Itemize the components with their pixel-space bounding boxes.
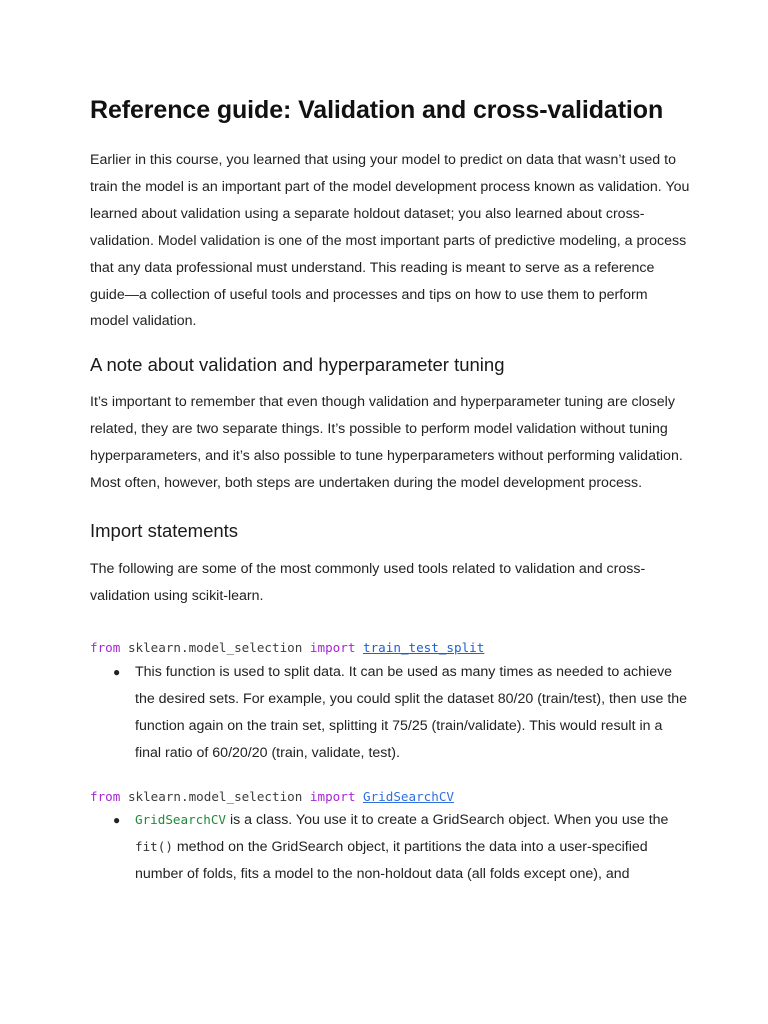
code-keyword-import: import xyxy=(309,639,356,655)
section-heading-validation-tuning: A note about validation and hyperparameter tuning xyxy=(90,354,505,376)
list-item xyxy=(90,659,690,767)
bullet-icon: ● xyxy=(113,813,121,828)
code-keyword-from: from xyxy=(90,639,121,655)
bullet-list-train-test-split xyxy=(90,659,690,767)
bullet-text-part2: method on the GridSearch object, it partitions the data into a user-specified number of folds, fits a model to the non-holdout data (all folds except one), and xyxy=(135,839,648,883)
code-module: sklearn.model_selection xyxy=(127,789,303,805)
code-line-train-test-split xyxy=(90,638,690,658)
code-module: sklearn.model_selection xyxy=(127,639,303,655)
code-line-gridsearchcv xyxy=(90,787,690,807)
code-keyword-from: from xyxy=(90,789,121,805)
intro-paragraph: Earlier in this course, you learned that using your model to predict on data that wasn’t used to train the model is an important part of the model development process known as validation. You learned about validation using a separate holdout dataset; you also learned about cross-validation. Model validation is one of the most important parts of predictive modeling, a process that any data professional must understand. This reading is meant to serve as a reference guide—a collection of useful tools and processes and tips on how to use them to perform model validation. xyxy=(90,152,690,330)
document-content xyxy=(90,88,690,888)
section-heading-import-statements: Import statements xyxy=(90,519,239,541)
bullet-icon: ● xyxy=(113,664,121,679)
code-keyword-import: import xyxy=(309,789,356,805)
bullet-list-gridsearchcv xyxy=(90,807,690,888)
page-title: Reference guide: Validation and cross-validation xyxy=(90,96,664,124)
section-body-validation-tuning: It’s important to remember that even though validation and hyperparameter tuning are closely related, they are two separate things. It’s possible to perform model validation without tuning hyperparameters, and it’s also possible to tune hyperparameters without performing validation. Most often, however, both steps are undertaken during the model development process. xyxy=(90,394,683,492)
section-body-import-statements: The following are some of the most commonly used tools related to validation and cross-validation using scikit-learn. xyxy=(90,560,646,604)
bullet-text-part1: is a class. You use it to create a GridSearch object. When you use the xyxy=(226,812,669,829)
bullet-text: This function is used to split data. It can be used as many times as needed to achieve the desired sets. For example, you could split the dataset 80/20 (train/test), then use the function again on the train set, splitting it 75/25 (train/validate). This would result in a final ratio of 60/20/20 (train, validate, test). xyxy=(135,663,688,761)
inline-code-fit: fit() xyxy=(135,839,173,855)
gridsearchcv-link[interactable]: GridSearchCV xyxy=(363,789,455,805)
inline-code-gridsearchcv: GridSearchCV xyxy=(135,812,226,828)
train-test-split-link[interactable]: train_test_split xyxy=(363,639,485,655)
list-item xyxy=(90,807,690,888)
